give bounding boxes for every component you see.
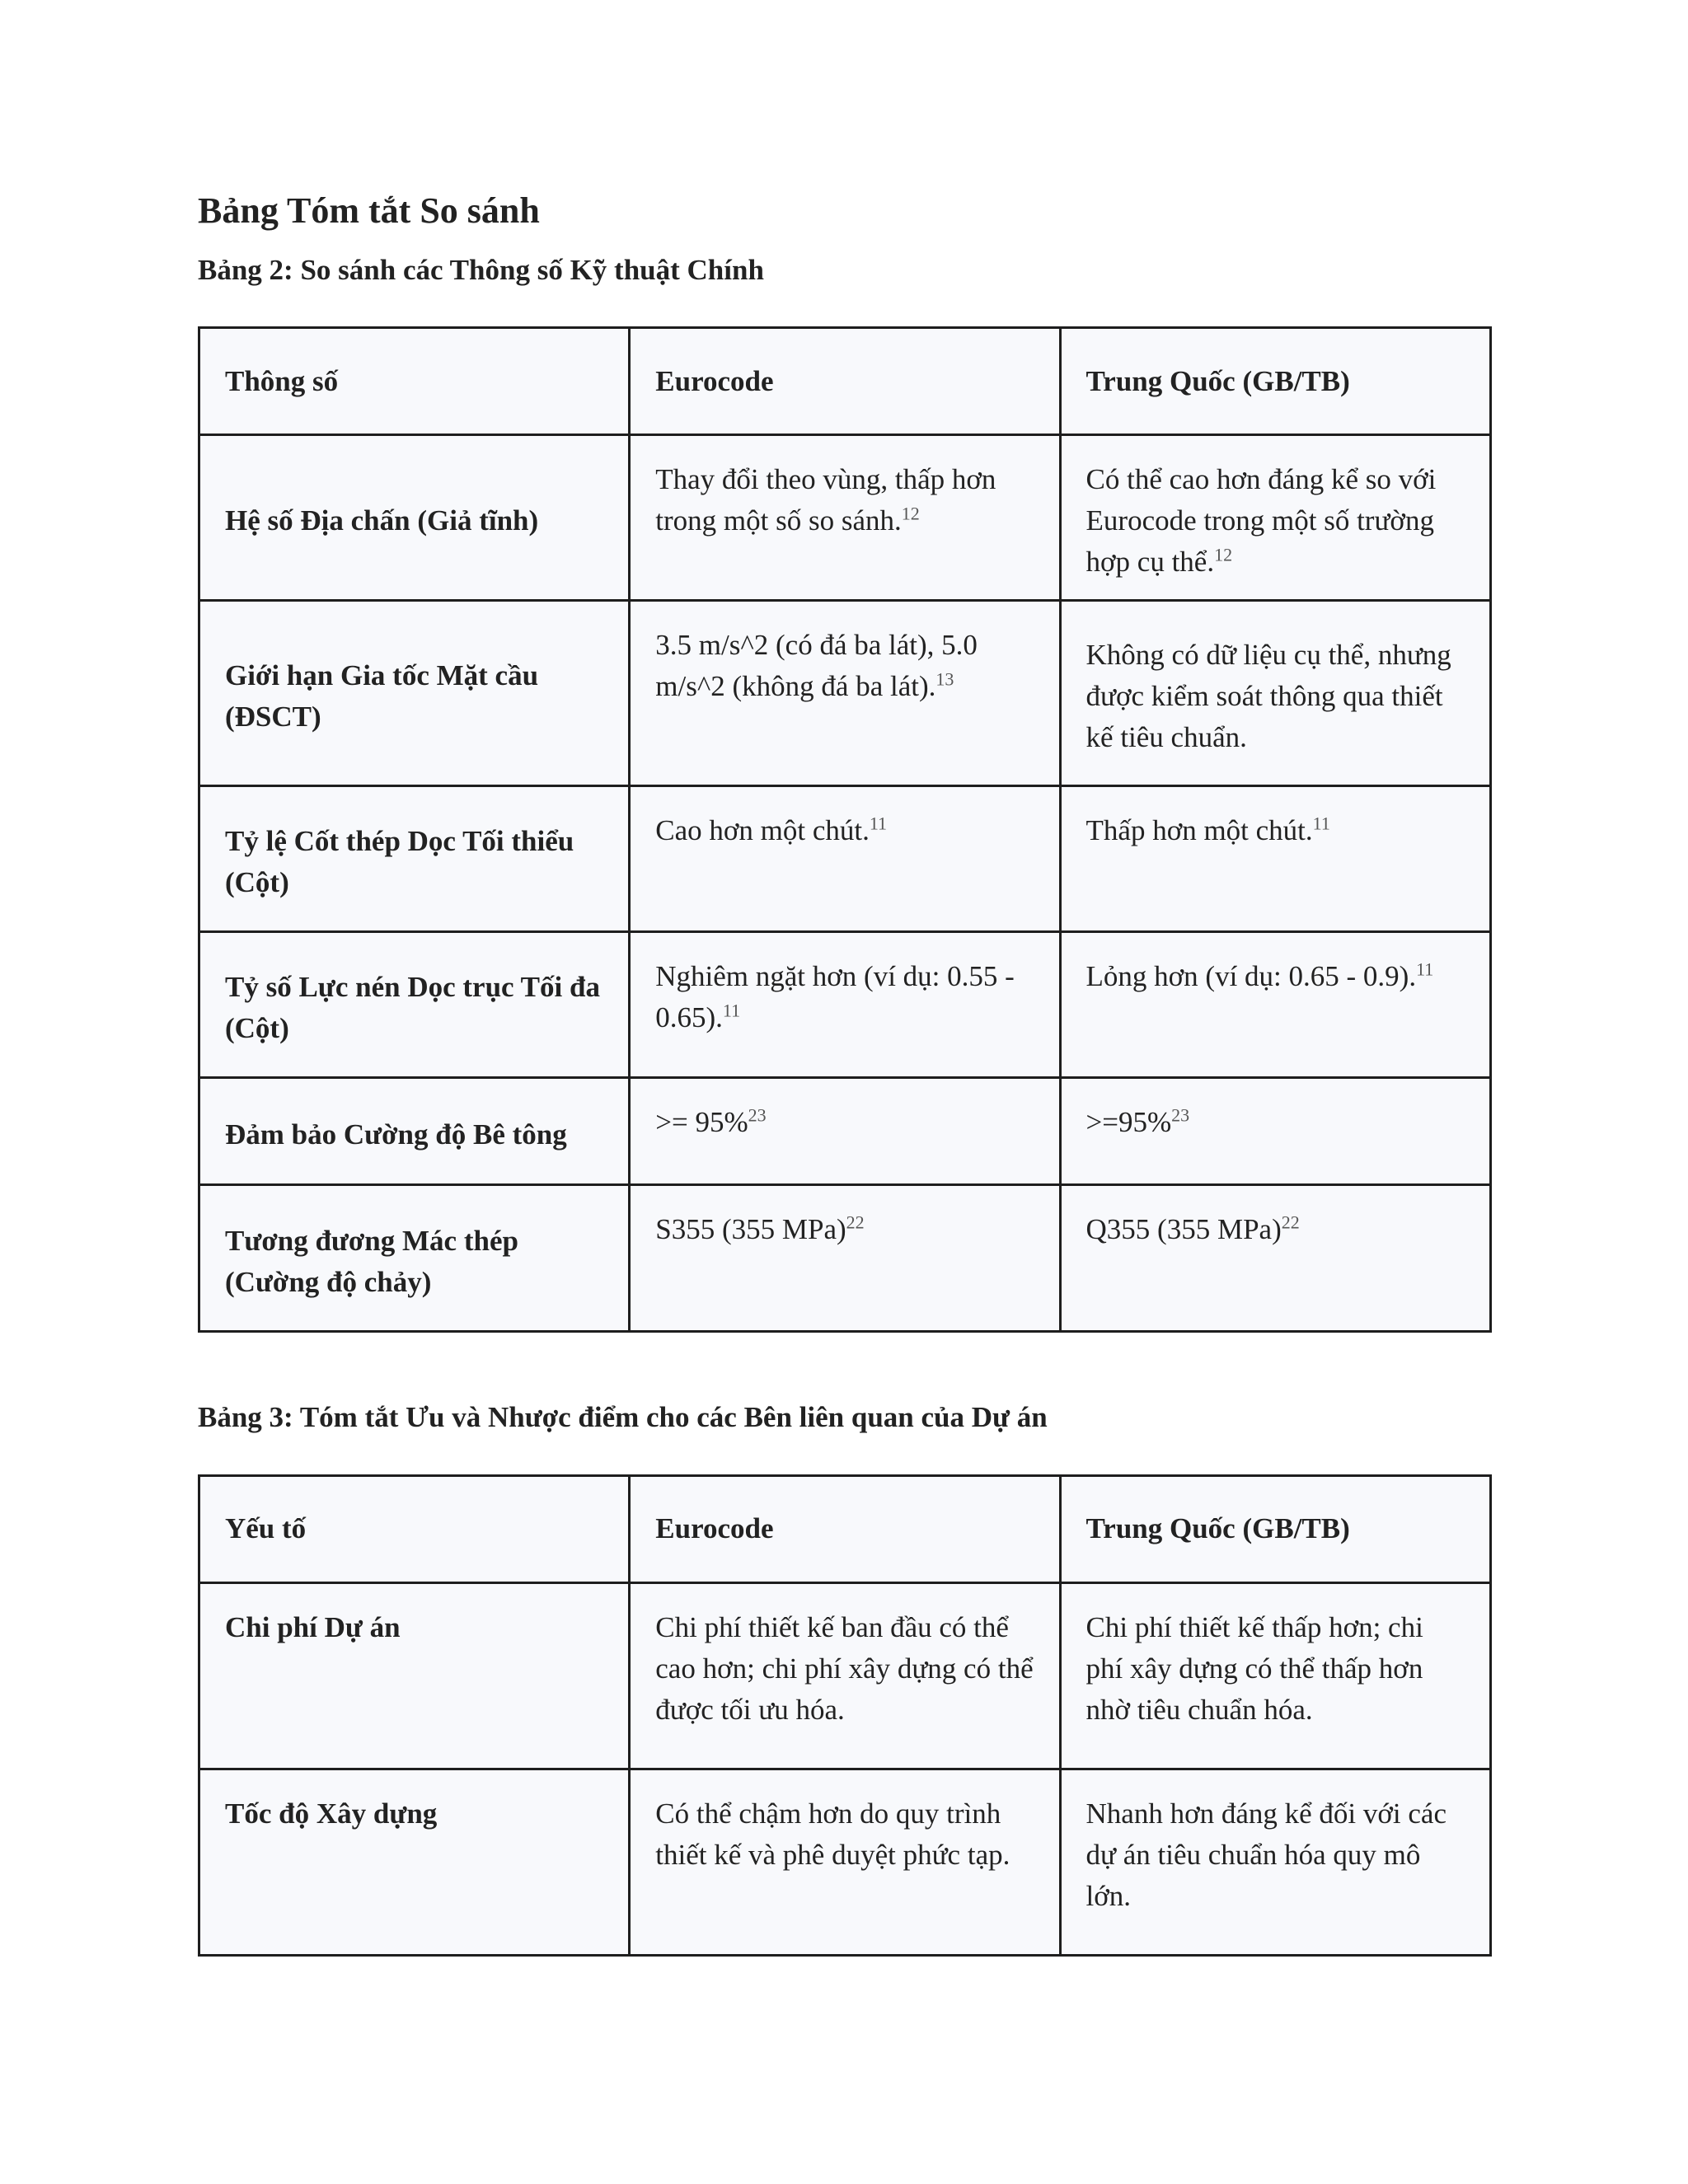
- eurocode-cell: [630, 1582, 1060, 1769]
- table-2-technical-parameters: [198, 326, 1492, 1333]
- cell-text: Nhanh hơn đáng kể đối với các dự án tiêu chuẩn hóa quy mô lớn.: [1085, 1797, 1447, 1912]
- cell-text: Q355 (355 MPa): [1085, 1213, 1282, 1246]
- param-cell: Tốc độ Xây dựng: [199, 1769, 630, 1955]
- table-row: [199, 1185, 1491, 1332]
- reference-number: 12: [1214, 544, 1233, 565]
- china-cell: [1060, 601, 1490, 786]
- cell-text: Chi phí thiết kế thấp hơn; chi phí xây dựng có thể thấp hơn nhờ tiêu chuẩn hóa.: [1085, 1610, 1423, 1726]
- reference-number: 22: [1281, 1212, 1300, 1233]
- param-cell: Hệ số Địa chấn (Giả tĩnh): [199, 435, 630, 601]
- reference-number: 11: [722, 1000, 741, 1021]
- reference-number: 12: [901, 503, 920, 524]
- cell-text: Thấp hơn một chút.: [1085, 814, 1313, 847]
- table-2-header-param: Thông số: [199, 328, 630, 435]
- param-cell: Chi phí Dự án: [199, 1582, 630, 1769]
- document-page: [198, 190, 1492, 1957]
- table-3-header-factor: Yếu tố: [199, 1475, 630, 1582]
- table-row: [199, 932, 1491, 1078]
- table-3-header-row: [199, 1475, 1491, 1582]
- cell-text: Nghiêm ngặt hơn (ví dụ: 0.55 - 0.65).: [655, 960, 1015, 1034]
- china-cell: [1060, 435, 1490, 601]
- table-3-header-eurocode: Eurocode: [630, 1475, 1060, 1582]
- table-row: [199, 601, 1491, 786]
- param-cell: Giới hạn Gia tốc Mặt cầu (ĐSCT): [199, 601, 630, 786]
- page-title: Bảng Tóm tắt So sánh: [198, 190, 540, 231]
- table-row: [199, 1582, 1491, 1769]
- eurocode-cell: [630, 601, 1060, 786]
- table-2-caption: Bảng 2: So sánh các Thông số Kỹ thuật Chính: [198, 253, 764, 286]
- eurocode-cell: [630, 1078, 1060, 1185]
- reference-number: 11: [1312, 813, 1330, 834]
- china-cell: [1060, 1078, 1490, 1185]
- param-cell: Tỷ lệ Cốt thép Dọc Tối thiểu (Cột): [199, 786, 630, 932]
- table-3-pros-cons: [198, 1474, 1492, 1957]
- table-row: [199, 1769, 1491, 1955]
- reference-number: 23: [748, 1104, 767, 1126]
- eurocode-cell: [630, 1185, 1060, 1332]
- cell-text: Lỏng hơn (ví dụ: 0.65 - 0.9).: [1085, 960, 1417, 993]
- table-row: [199, 1078, 1491, 1185]
- china-cell: [1060, 932, 1490, 1078]
- table-2-header-row: [199, 328, 1491, 435]
- reference-number: 13: [935, 668, 954, 690]
- table-3-header-china: Trung Quốc (GB/TB): [1060, 1475, 1490, 1582]
- cell-text: Không có dữ liệu cụ thể, nhưng được kiểm soát thông qua thiết kế tiêu chuẩn.: [1085, 639, 1451, 754]
- table-3-caption: Bảng 3: Tóm tắt Ưu và Nhược điểm cho các Bên liên quan của Dự án: [198, 1401, 1048, 1434]
- reference-number: 11: [869, 813, 888, 834]
- param-cell: Đảm bảo Cường độ Bê tông: [199, 1078, 630, 1185]
- reference-number: 22: [846, 1212, 865, 1233]
- cell-text: Có thể cao hơn đáng kể so với Eurocode trong một số trường hợp cụ thể.: [1085, 463, 1437, 579]
- reference-number: 11: [1416, 958, 1434, 980]
- cell-text: Cao hơn một chút.: [655, 814, 870, 847]
- param-cell: Tỷ số Lực nén Dọc trục Tối đa (Cột): [199, 932, 630, 1078]
- cell-text: S355 (355 MPa): [655, 1213, 846, 1246]
- china-cell: [1060, 1769, 1490, 1955]
- table-2-header-china: Trung Quốc (GB/TB): [1060, 328, 1490, 435]
- param-cell: Tương đương Mác thép (Cường độ chảy): [199, 1185, 630, 1332]
- cell-text: 3.5 m/s^2 (có đá ba lát), 5.0 m/s^2 (không đá ba lát).: [655, 629, 978, 703]
- eurocode-cell: [630, 435, 1060, 601]
- cell-text: Có thể chậm hơn do quy trình thiết kế và phê duyệt phức tạp.: [655, 1797, 1010, 1871]
- cell-text: Chi phí thiết kế ban đầu có thể cao hơn; chi phí xây dựng có thể được tối ưu hóa.: [655, 1610, 1034, 1726]
- cell-text: >= 95%: [655, 1106, 748, 1139]
- table-2-header-eurocode: Eurocode: [630, 328, 1060, 435]
- table-row: [199, 786, 1491, 932]
- reference-number: 23: [1171, 1104, 1190, 1126]
- china-cell: [1060, 1582, 1490, 1769]
- eurocode-cell: [630, 932, 1060, 1078]
- table-row: [199, 435, 1491, 601]
- eurocode-cell: [630, 1769, 1060, 1955]
- china-cell: [1060, 1185, 1490, 1332]
- eurocode-cell: [630, 786, 1060, 932]
- cell-text: >=95%: [1085, 1106, 1172, 1139]
- china-cell: [1060, 786, 1490, 932]
- cell-text: Thay đổi theo vùng, thấp hơn trong một số so sánh.: [655, 463, 996, 537]
